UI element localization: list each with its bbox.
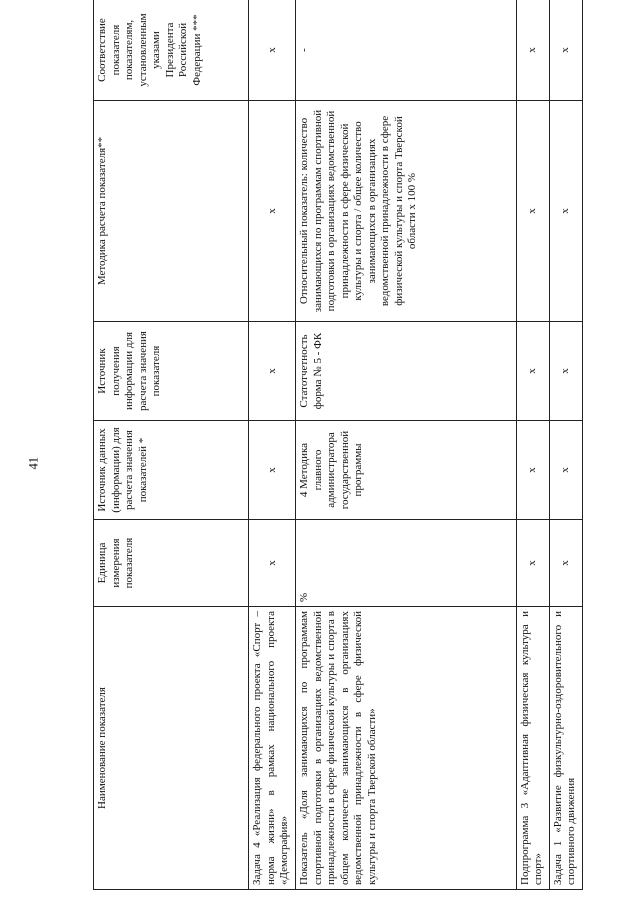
page-number: 41 [26, 457, 41, 470]
row-compliance: х [549, 0, 582, 101]
row-info: х [549, 322, 582, 421]
row-method: Относительный показатель: количество занимающихся по программам спортивной подготовки в организациях ведомственной принадлежности в сфере физической культуры и спорта / общее количество занимающихся в организациях ведомственной принадлежности в сфере физической культуры и спорта Тверской области х 100 % [296, 101, 516, 322]
row-unit: х [249, 520, 296, 607]
row-info: х [516, 322, 549, 421]
row-source: 4 Методика главного администратора государственной программы [296, 421, 516, 520]
row-method: х [516, 101, 549, 322]
row-compliance: х [516, 0, 549, 101]
rotated-table-wrapper [93, 13, 583, 890]
row-source: х [516, 421, 549, 520]
row-source: х [249, 421, 296, 520]
table-row [516, 0, 549, 890]
table-row [249, 0, 296, 890]
row-unit: % [296, 520, 516, 607]
indicators-table [93, 0, 583, 890]
header-method: Методика расчета показателя** [94, 101, 249, 322]
table-row [296, 0, 516, 890]
row-method: х [249, 101, 296, 322]
row-source: х [549, 421, 582, 520]
row-method: х [549, 101, 582, 322]
row-name: Подпрограмма 3 «Адаптивная физическая культура и спорт» [516, 607, 549, 890]
row-info: х [249, 322, 296, 421]
header-info: Источник получения информации для расчета значения показателя [94, 322, 249, 421]
header-compliance: Соответствие показателя показателям, установленным указами Президента Российской Федерации *** [94, 0, 249, 101]
row-unit: х [516, 520, 549, 607]
row-compliance: х [249, 0, 296, 101]
row-name: Задача 1 «Развитие физкультурно-оздоровительного и спортивного движения [549, 607, 582, 890]
row-name: Задача 4 «Реализация федерального проекта «Спорт – норма жизни» в рамках национального проекта «Демография» [249, 607, 296, 890]
header-source: Источник данных (информации) для расчета значения показателей * [94, 421, 249, 520]
row-unit: х [549, 520, 582, 607]
table-row [549, 0, 582, 890]
row-compliance: - [296, 0, 516, 101]
row-info: Статотчетность форма № 5 - ФК [296, 322, 516, 421]
table-header-row [94, 0, 249, 890]
row-name: Показатель «Доля занимающихся по программам спортивной подготовки в организациях ведомственной принадлежности в сфере физической культуры и спорта в общем количестве занимающихся в организациях ведомственной принадлежности в сфере физической культуры и спорта Тверской области» [296, 607, 516, 890]
header-unit: Единица измерения показателя [94, 520, 249, 607]
header-name: Наименование показателя [94, 607, 249, 890]
